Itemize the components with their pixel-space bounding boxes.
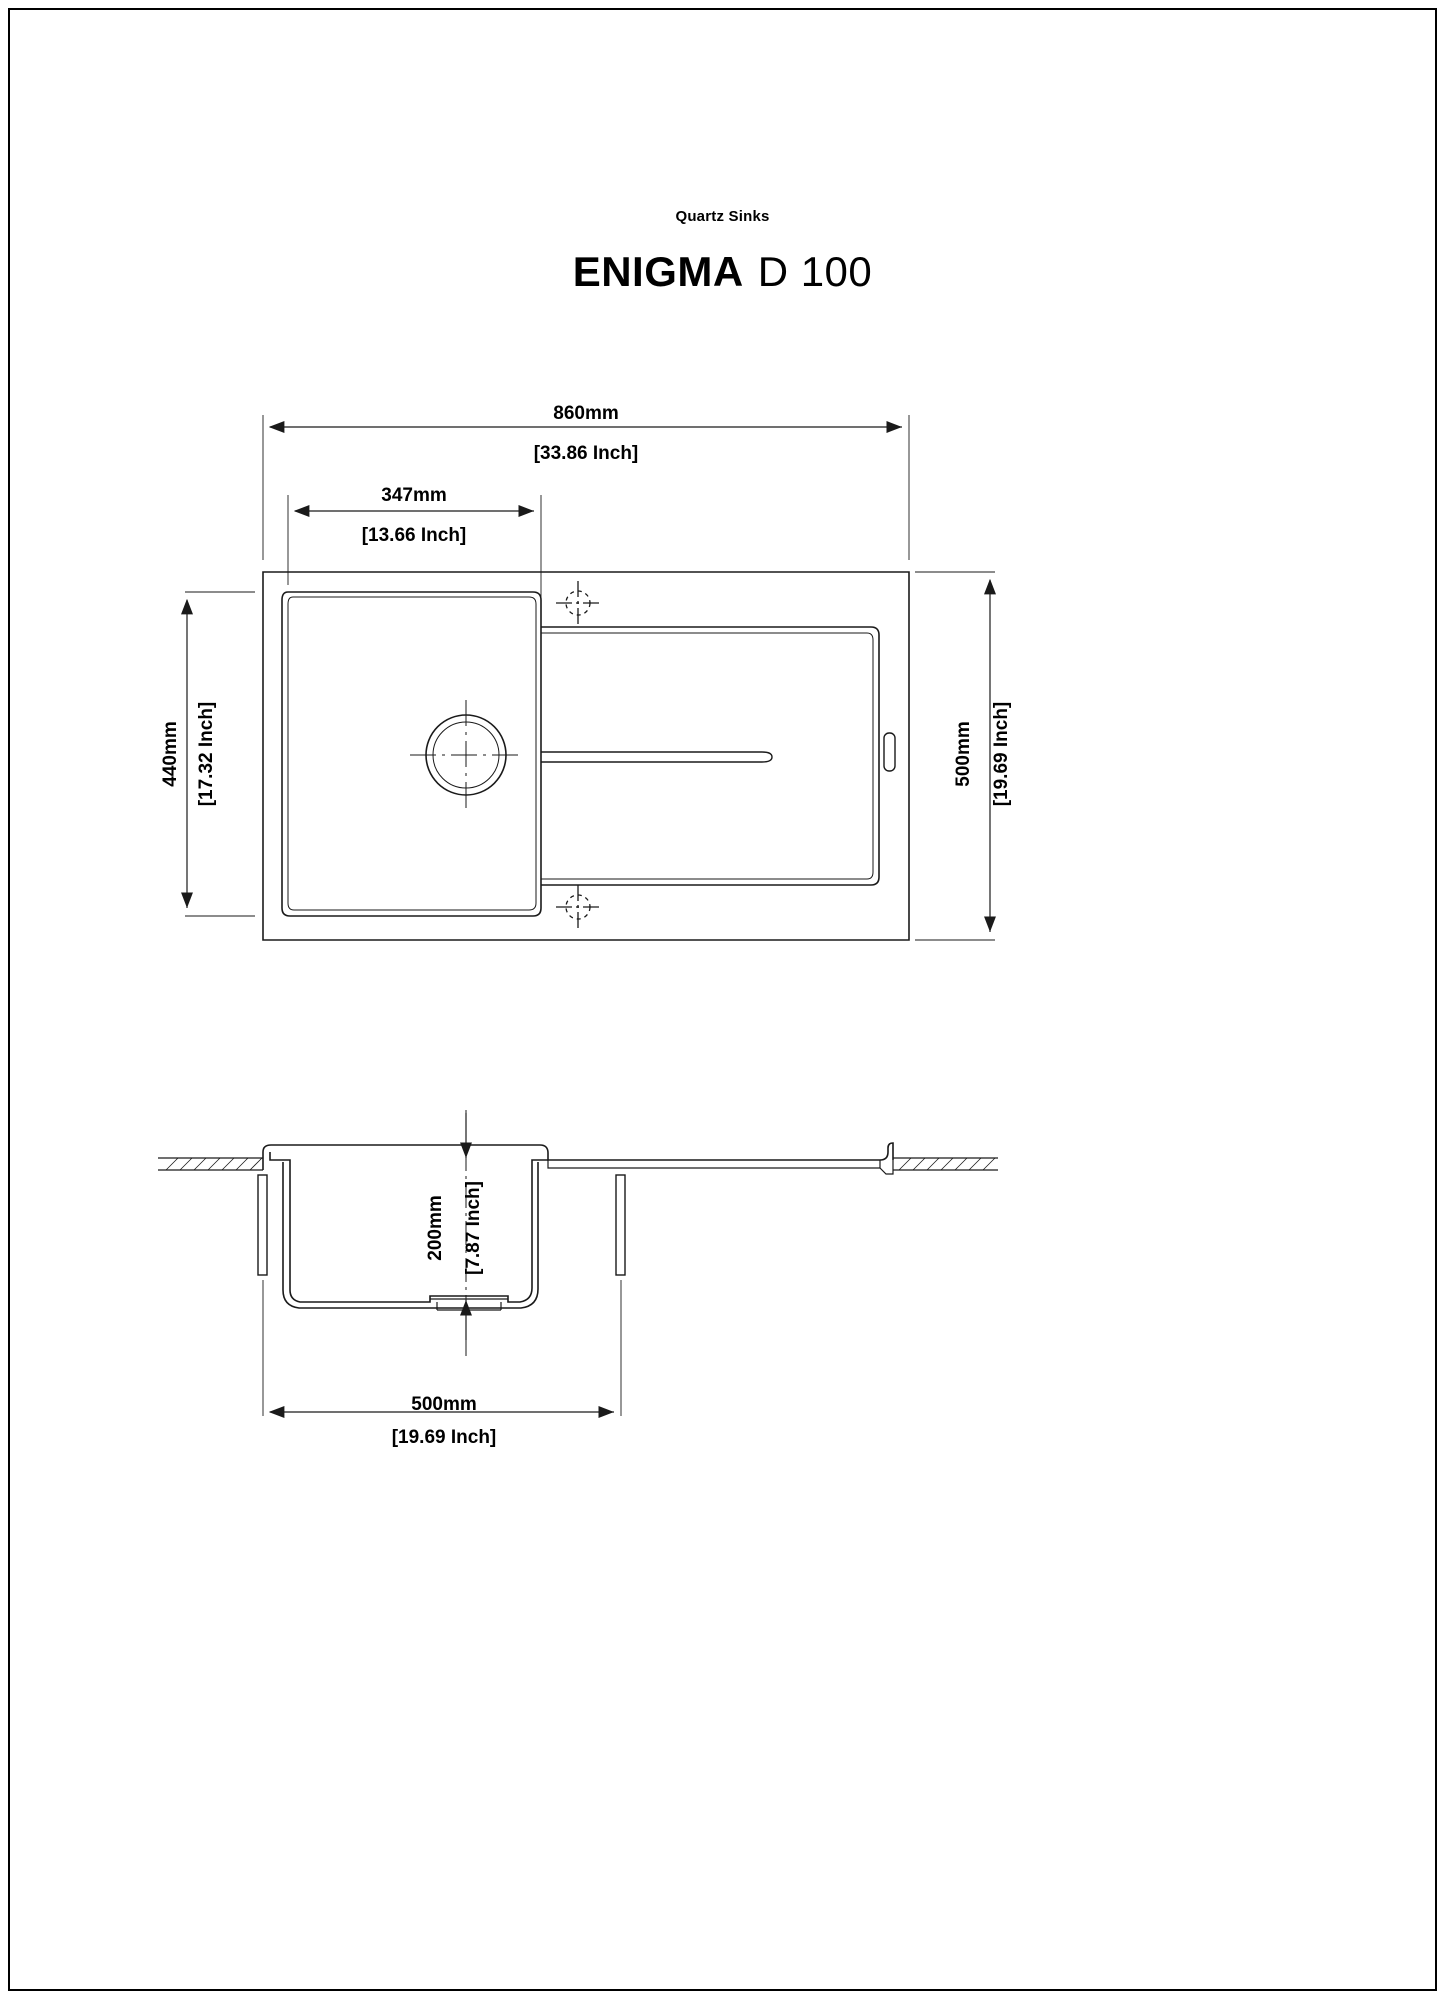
section-view — [158, 1143, 998, 1310]
drain-channel — [541, 752, 772, 762]
dim-section-width-inch: [19.69 Inch] — [391, 1427, 497, 1448]
product-name: ENIGMA — [572, 248, 744, 295]
section-dimension-lines — [270, 1113, 614, 1412]
hatch-right — [899, 1158, 995, 1170]
mounting-clip-right — [616, 1175, 625, 1275]
top-view-outline — [263, 566, 909, 940]
dim-section-width-mm: 500mm — [411, 1394, 477, 1415]
mounting-clip-left — [258, 1175, 267, 1275]
dim-overall-width-mm: 860mm — [553, 403, 619, 424]
tap-hole-marker-upper — [556, 581, 600, 625]
dim-overall-width-inch: [33.86 Inch] — [533, 443, 639, 464]
dim-bowl-height-inch: [7.87 Inch] — [463, 1181, 484, 1275]
dim-bowl-depth-inch: [17.32 Inch] — [196, 701, 217, 807]
dim-bowl-offset-mm: 347mm — [381, 485, 447, 506]
dim-bowl-offset-inch: [13.66 Inch] — [361, 525, 467, 546]
dim-overall-depth-inch: [19.69 Inch] — [991, 701, 1012, 807]
dim-bowl-height-mm: 200mm — [425, 1195, 446, 1261]
dim-overall-depth-mm: 500mm — [953, 721, 974, 787]
bowl-outline — [282, 592, 541, 916]
overflow-slot — [884, 733, 895, 771]
tap-hole-marker-lower — [556, 885, 600, 929]
hatch-left — [166, 1158, 262, 1170]
drainer-outline — [541, 627, 879, 885]
sheet-subtitle: Quartz Sinks — [675, 208, 770, 225]
product-model: D 100 — [757, 248, 873, 295]
dimension-lines — [187, 427, 990, 932]
dim-bowl-depth-mm: 440mm — [160, 721, 181, 787]
